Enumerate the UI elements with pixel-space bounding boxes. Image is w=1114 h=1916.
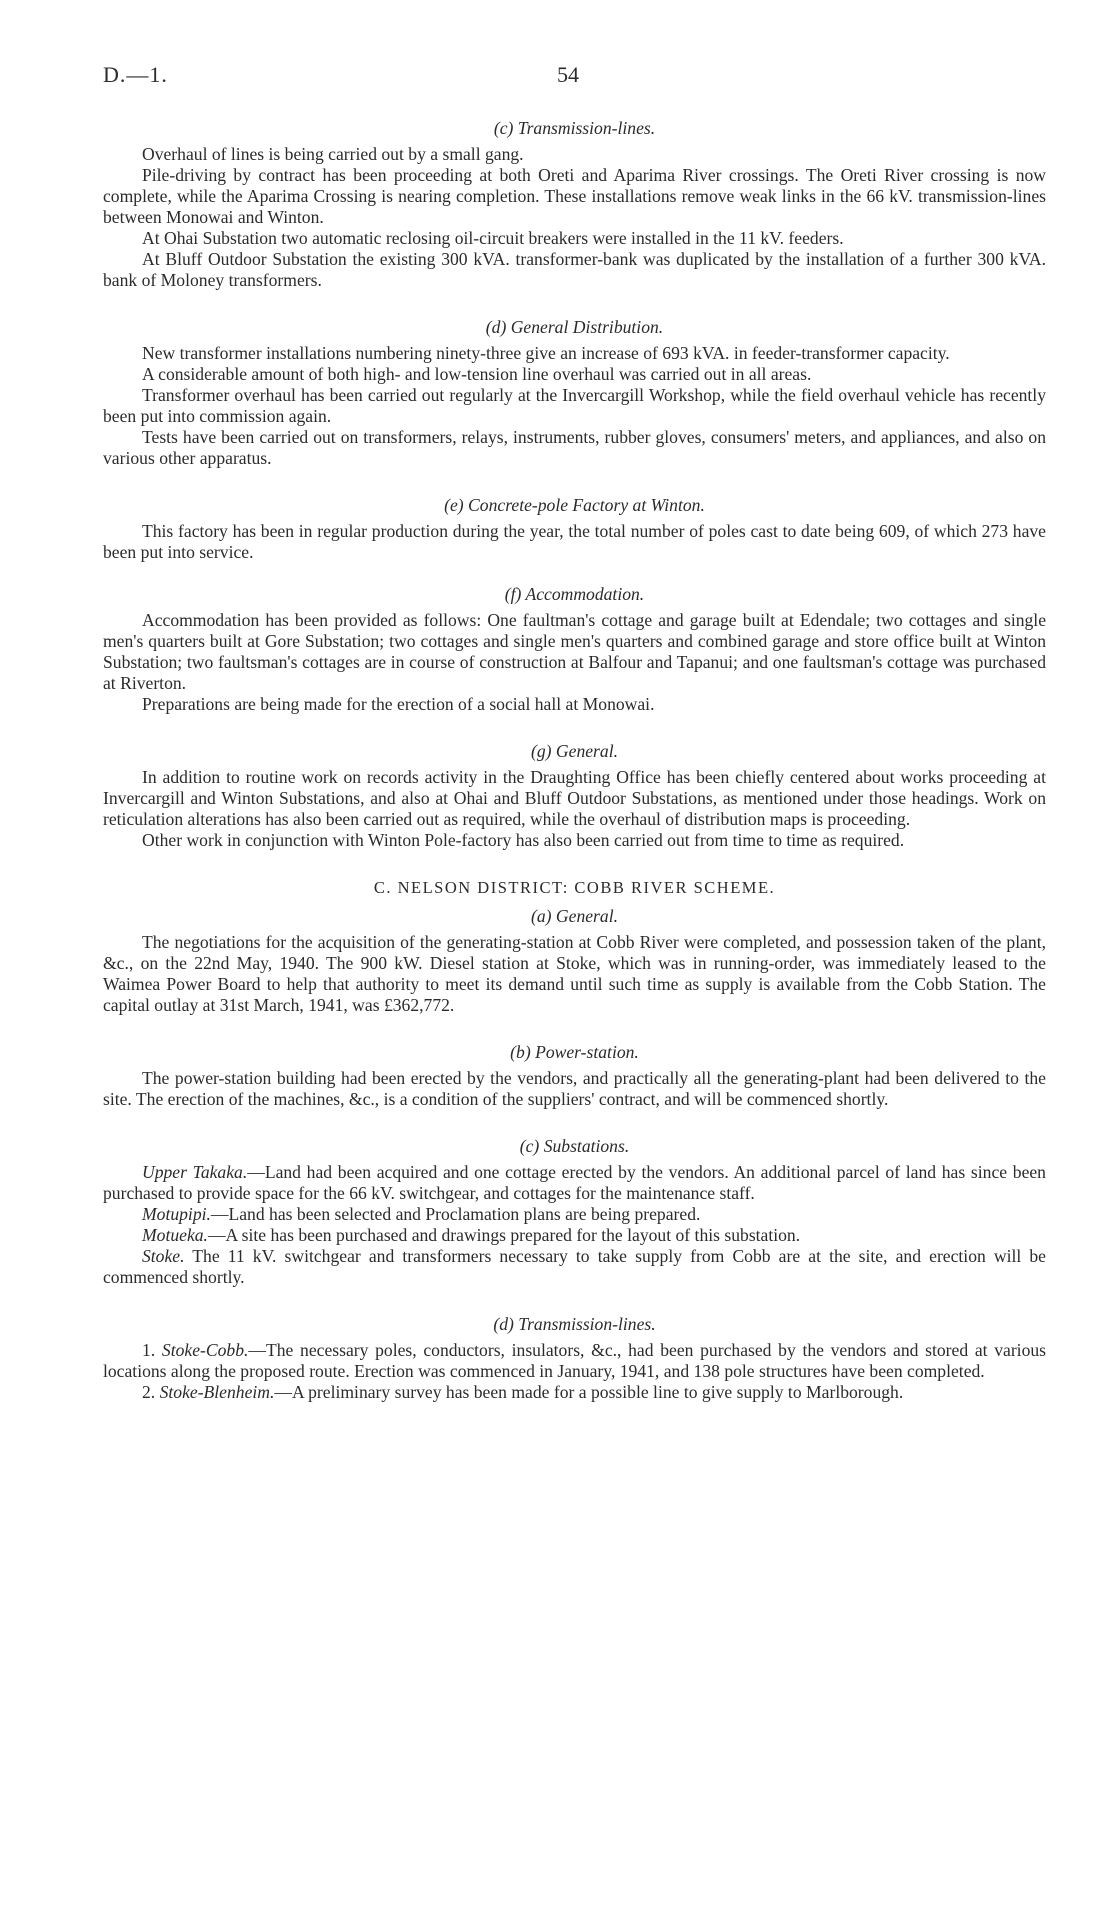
paragraph: At Bluff Outdoor Substation the existing 300 kVA. transformer-bank was duplicated by the installation of a further 300 kVA. bank of Moloney transformers.	[103, 249, 1046, 290]
paragraph-text: —A site has been purchased and drawings prepared for the layout of this substation.	[207, 1225, 801, 1245]
paragraph-text: —The necessary poles, conductors, insulators, &c., had been purchased by the vendors and stored at various locations along the proposed route. Erection was commenced in January, 1941, and 138 pole structures have been completed.	[103, 1340, 1047, 1381]
paragraph	[103, 1225, 1046, 1246]
paragraph: The negotiations for the acquisition of the generating-station at Cobb River were completed, and possession taken of the plant, &c., on the 22nd May, 1940. The 900 kW. Diesel station at Stoke, which was in running-order, was immediately leased to the Waimea Power Board to help that authority to meet its demand until such time as supply is available from the Cobb Station. The capital outlay at 31st March, 1941, was £362,772.	[103, 932, 1046, 1015]
paragraph: The power-station building had been erected by the vendors, and practically all the generating-plant had been delivered to the site. The erection of the machines, &c., is a condition of the suppliers' contract, and will be commenced shortly.	[103, 1068, 1046, 1109]
paragraph: Tests have been carried out on transformers, relays, instruments, rubber gloves, consumers' meters, and appliances, and also on various other apparatus.	[103, 427, 1046, 468]
paragraph-text: The 11 kV. switchgear and transformers necessary to take supply from Cobb are at the site, and erection will be commenced shortly.	[103, 1246, 1046, 1287]
report-reference: D.—1.	[103, 62, 168, 87]
paragraph-text: —Land had been acquired and one cottage erected by the vendors. An additional parcel of land has since been purchased to provide space for the 66 kV. switchgear, and cottages for the maintenance staff.	[103, 1162, 1046, 1203]
item-number: 1.	[142, 1340, 162, 1360]
section-heading: (c) Transmission-lines.	[493, 118, 656, 138]
paragraph: This factory has been in regular production during the year, the total number of poles cast to date being 609, of which 273 have been put into service.	[103, 521, 1046, 562]
place-name: Motupipi.	[142, 1204, 211, 1224]
paragraph: A considerable amount of both high- and low-tension line overhaul was carried out in all areas.	[142, 364, 812, 384]
page-number: 54	[557, 62, 579, 87]
section-concrete-pole-factory	[103, 495, 1046, 563]
section-heading: (e) Concrete-pole Factory at Winton.	[444, 495, 705, 515]
section-heading: (f) Accommodation.	[504, 584, 645, 604]
paragraph	[103, 1382, 1046, 1403]
item-number: 2.	[142, 1382, 160, 1402]
paragraph	[103, 1204, 1046, 1225]
paragraph: Overhaul of lines is being carried out by a small gang.	[142, 144, 524, 164]
section-heading: (d) Transmission-lines.	[493, 1314, 656, 1334]
paragraph: In addition to routine work on records activity in the Draughting Office has been chiefly centered about works proceeding at Invercargill and Winton Substations, and also at Ohai and Bluff Outdoor Substations, as mentioned under those headings. Work on reticulation alterations has also been carried out as required, while the overhaul of distribution maps is proceeding.	[103, 767, 1046, 829]
section-general-distribution	[103, 317, 1046, 469]
district-heading: C. NELSON DISTRICT: COBB RIVER SCHEME.	[373, 878, 776, 897]
paragraph: Transformer overhaul has been carried out regularly at the Invercargill Workshop, while the field overhaul vehicle has recently been put into commission again.	[103, 385, 1046, 426]
paragraph	[103, 1340, 1046, 1382]
section-heading: (b) Power-station.	[510, 1042, 639, 1062]
paragraph: Pile-driving by contract has been proceeding at both Oreti and Aparima River crossings. The Oreti River crossing is now complete, while the Aparima Crossing is nearing completion. These installations remove weak links in the 66 kV. transmission-lines between Monowai and Winton.	[103, 165, 1046, 227]
section-nelson-district	[103, 877, 1046, 1403]
route-name: Stoke-Cobb.	[161, 1340, 249, 1360]
section-heading: (g) General.	[531, 741, 618, 761]
paragraph	[103, 1162, 1046, 1204]
section-general	[103, 741, 1046, 851]
paragraph: Other work in conjunction with Winton Pole-factory has also been carried out from time to time as required.	[142, 830, 905, 850]
section-accommodation	[103, 584, 1046, 715]
place-name: Stoke.	[142, 1246, 185, 1266]
place-name: Upper Takaka.	[142, 1162, 248, 1182]
paragraph-text: —A preliminary survey has been made for a possible line to give supply to Marlborough.	[274, 1382, 904, 1402]
paragraph: New transformer installations numbering ninety-three give an increase of 693 kVA. in feeder-transformer capacity.	[142, 343, 950, 363]
section-transmission-lines	[103, 118, 1046, 291]
page-content	[103, 118, 1046, 1403]
paragraph: Preparations are being made for the erection of a social hall at Monowai.	[142, 694, 655, 714]
section-heading: (a) General.	[531, 906, 618, 926]
paragraph-text: —Land has been selected and Proclamation plans are being prepared.	[210, 1204, 701, 1224]
route-name: Stoke-Blenheim.	[159, 1382, 275, 1402]
paragraph: Accommodation has been provided as follows: One faultman's cottage and garage built at Edendale; two cottages and single men's quarters built at Gore Substation; two cottages and single men's quarters and combined garage and store office built at Winton Substation; two faultsman's cottages are in course of construction at Balfour and Tapanui; and one faultsman's cottage was purchased at Riverton.	[103, 610, 1046, 693]
section-heading: (c) Substations.	[519, 1136, 630, 1156]
paragraph	[103, 1246, 1046, 1288]
place-name: Motueka.	[142, 1225, 208, 1245]
paragraph: At Ohai Substation two automatic reclosing oil-circuit breakers were installed in the 11 kV. feeders.	[142, 228, 844, 248]
section-heading: (d) General Distribution.	[485, 317, 664, 337]
